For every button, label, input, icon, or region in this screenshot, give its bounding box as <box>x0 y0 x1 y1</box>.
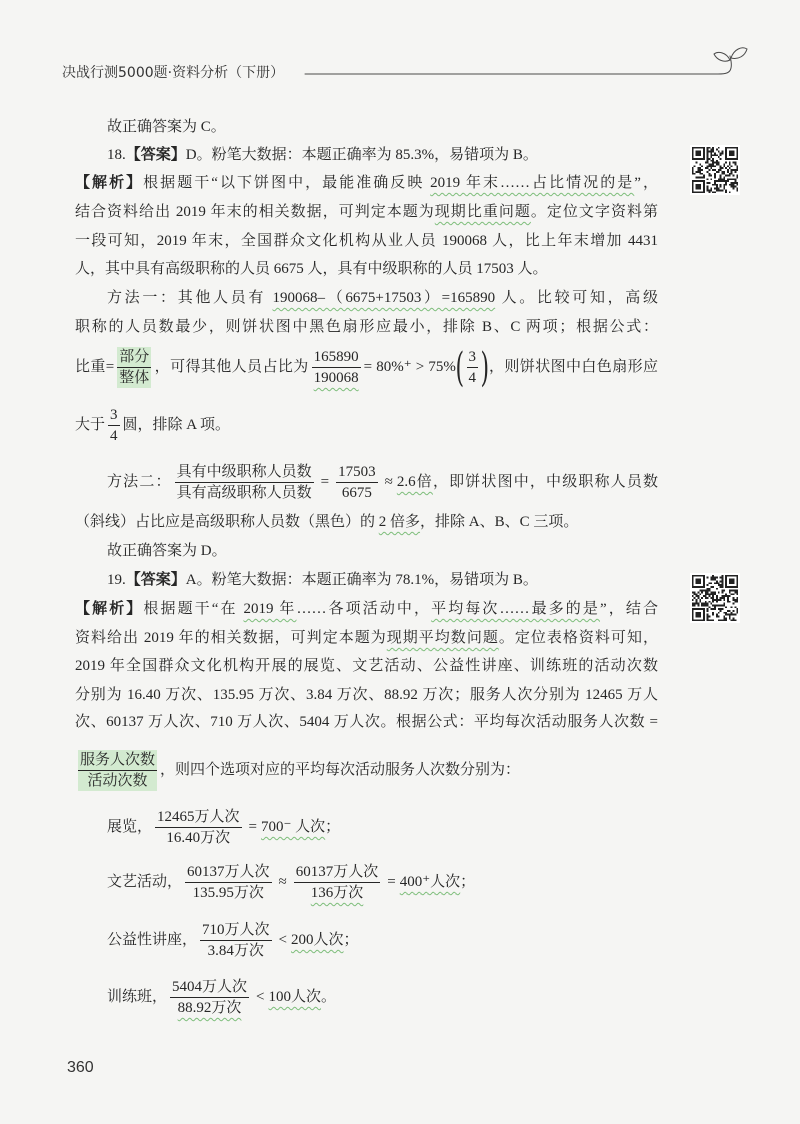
method1-calculation: 190068–（6675+17503）=165890 <box>272 290 496 306</box>
formula-text: 比重= <box>75 359 115 375</box>
q18-analysis-marked-text: 2019 年末……占比情况的是 <box>430 175 635 191</box>
punctuation: ； <box>460 874 476 890</box>
q18-analysis-line <box>75 201 658 223</box>
option-calc-arts <box>107 858 475 906</box>
method2-result: 2.6倍 <box>396 474 433 490</box>
q18-analysis-text: 。定位文字资料第 <box>530 204 658 220</box>
option-result: 400⁺人次 <box>399 874 461 890</box>
operator: < <box>278 932 287 948</box>
q18-analysis-text: 结合资料给出 2019 年末的相关数据，可判定本题为 <box>75 204 435 220</box>
running-header-title: 决战行测5000题·资料分析（下册） <box>62 65 285 81</box>
q19-analysis-text: ”，结合 <box>600 601 658 617</box>
q19-question-type: 现期平均数问题 <box>386 630 499 646</box>
fraction-denominator: 4 <box>467 367 479 388</box>
fraction-denominator: 整体 <box>117 367 151 388</box>
fraction-numerator: 710万人次 <box>202 922 270 939</box>
option-label: 展览， <box>107 819 153 835</box>
q18-analysis-line: 人，其中具有高级职称的人员 6675 人，具有中级职称的人员 17503 人。 <box>75 261 548 277</box>
q19-formula-line <box>75 746 520 794</box>
value-ratio-fraction <box>336 462 378 503</box>
q19-qr-code <box>690 573 740 623</box>
q18-analysis-text: ”， <box>634 175 658 191</box>
option-fraction-approx <box>294 862 381 903</box>
q19-analysis-line <box>75 627 658 649</box>
option-result: 200人次 <box>291 932 344 948</box>
comparison-text: = 80%⁺ > 75% <box>363 359 456 375</box>
header-rule-line <box>305 56 731 74</box>
q19-analysis-line: 分别为 16.40 万次、135.95 万次、3.84 万次、88.92 万次；服务人次分别为 12465 万人 <box>75 687 658 703</box>
q18-analysis-line <box>75 172 658 194</box>
method1-line: 职称的人员数最少，则饼状图中黑色扇形应最小，排除 B、C 两项；根据公式： <box>75 319 658 335</box>
method2-marked-text: 2 倍多 <box>378 514 421 530</box>
left-paren: ( <box>455 344 465 391</box>
fraction-denominator: 88.92万次 <box>170 997 249 1018</box>
q19-analysis-line: 次、60137 万人次、710 万人次、5404 万人次。根据公式：平均每次活动服务人次数 = <box>75 714 658 730</box>
method1-text: 大于 <box>75 417 106 433</box>
q19-analysis-text: 。定位表格资料可知， <box>498 630 658 646</box>
q19-analysis-text: 根据题干“在 <box>143 601 244 617</box>
option-calc-lecture <box>107 916 359 964</box>
method1-conclusion-line <box>75 401 230 449</box>
operator: ≈ <box>278 874 287 890</box>
method1-text: 圆，排除 A 项。 <box>122 417 231 433</box>
fraction-numerator: 60137万人次 <box>187 864 270 881</box>
fraction-denominator: 190068 <box>312 367 361 388</box>
method2-line <box>75 511 578 533</box>
fraction-numerator: 12465万人次 <box>157 809 240 826</box>
three-quarters-fraction <box>467 347 479 388</box>
q18-number: 18. <box>107 147 126 163</box>
formula-text: ，则饼状图中白色扇形应 <box>488 359 658 375</box>
method1-line <box>107 287 658 309</box>
q19-analysis-marked-text: 2019 年 <box>243 601 297 617</box>
option-label: 文艺活动， <box>107 874 183 890</box>
operator: < <box>256 989 265 1005</box>
method2-label: 方法二： <box>107 474 172 490</box>
fraction-numerator: 5404万人次 <box>172 979 248 996</box>
option-label: 训练班， <box>107 989 168 1005</box>
average-formula-fraction <box>78 750 157 791</box>
option-fraction <box>185 862 272 903</box>
punctuation: ； <box>325 819 341 835</box>
fraction-denominator: 3.84万次 <box>200 940 272 961</box>
q19-analysis-tag: 【解析】 <box>75 601 144 617</box>
q18-analysis-line: 一段可知，2019 年末，全国群众文化机构从业人员 190068 人，比上年末增加 4431 <box>75 233 658 249</box>
fraction-denominator: 135.95万次 <box>185 882 272 903</box>
option-fraction <box>170 977 249 1018</box>
option-fraction <box>200 920 272 961</box>
fraction-numerator: 3 <box>110 407 118 424</box>
fraction-numerator: 3 <box>468 349 477 366</box>
q18-analysis-tag: 【解析】 <box>75 175 144 191</box>
fraction-denominator: 具有高级职称人员数 <box>175 482 314 503</box>
option-result: 700⁻ 人次 <box>261 819 326 835</box>
q18-answer-tag: 【答案】 <box>125 147 186 163</box>
three-quarters-fraction <box>108 405 120 446</box>
q19-analysis-text: ，则四个选项对应的平均每次活动服务人次数分别为： <box>160 762 521 778</box>
formula-text: ，可得其他人员占比为 <box>154 359 309 375</box>
header-rule <box>298 40 758 85</box>
q19-answer-text: A。粉笔大数据：本题正确率为 78.1%，易错项为 B。 <box>185 572 538 588</box>
punctuation: ； <box>343 932 359 948</box>
q19-analysis-text: 资料给出 2019 年的相关数据，可判定本题为 <box>75 630 387 646</box>
method2-text: （斜线）占比应是高级职称人员数（黑色）的 <box>75 514 379 530</box>
q19-number: 19. <box>107 572 126 588</box>
share-fraction <box>312 347 361 388</box>
q18-qr-code <box>690 145 740 195</box>
operator: = <box>387 874 396 890</box>
q18-question-type: 现期比重问题 <box>434 204 531 220</box>
q18-conclusion: 故正确答案为 D。 <box>107 543 227 559</box>
q19-analysis-line <box>75 598 658 620</box>
fraction-denominator: 136万次 <box>294 882 381 903</box>
method1-text: 方法一：其他人员有 <box>107 290 273 306</box>
fraction-numerator: 17503 <box>338 464 376 481</box>
title-ratio-fraction <box>175 462 314 503</box>
method2-text: ，即饼状图中，中级职称人员数 <box>432 474 658 490</box>
equals-sign: = <box>320 474 330 490</box>
method2-text: ，排除 A、B、C 三项。 <box>420 514 579 530</box>
fraction-denominator: 4 <box>108 425 120 446</box>
fraction-denominator: 活动次数 <box>78 770 157 791</box>
q19-analysis-line: 2019 年全国群众文化机构开展的展览、文艺活动、公益性讲座、训练班的活动次数 <box>75 658 658 674</box>
q18-answer-text: D。粉笔大数据：本题正确率为 85.3%，易错项为 B。 <box>185 147 538 163</box>
fraction-numerator: 服务人次数 <box>80 752 156 769</box>
q18-analysis-text: 根据题干“以下饼图中，最能准确反映 <box>143 175 431 191</box>
q19-analysis-text: ……各项活动中， <box>296 601 432 617</box>
q19-answer-line <box>107 569 538 591</box>
method2-formula-line <box>107 458 658 506</box>
method1-formula-line <box>75 343 658 391</box>
fraction-numerator: 部分 <box>119 349 150 366</box>
option-calc-exhibition <box>107 803 340 851</box>
punctuation: 。 <box>321 989 337 1005</box>
fraction-numerator: 60137万人次 <box>295 864 379 881</box>
right-paren: ) <box>480 344 490 391</box>
method1-text: 人。比较可知，高级 <box>495 290 658 306</box>
q19-analysis-marked-text: 平均每次……最多的是 <box>431 601 600 617</box>
approx-sign: ≈ <box>384 474 393 490</box>
fraction-numerator: 具有中级职称人员数 <box>176 464 312 481</box>
fraction-numerator: 165890 <box>313 349 359 366</box>
fraction-denominator: 6675 <box>336 482 378 503</box>
q18-answer-line <box>107 144 538 166</box>
page-number: 360 <box>67 1059 94 1076</box>
operator: = <box>248 819 257 835</box>
fraction-denominator: 16.40万次 <box>155 827 242 848</box>
option-label: 公益性讲座， <box>107 932 198 948</box>
q19-answer-tag: 【答案】 <box>125 572 186 588</box>
option-fraction <box>155 807 242 848</box>
prev-conclusion: 故正确答案为 C。 <box>107 119 226 135</box>
option-result: 100人次 <box>268 989 322 1005</box>
option-calc-training <box>107 973 336 1021</box>
ratio-formula-fraction <box>117 347 151 388</box>
